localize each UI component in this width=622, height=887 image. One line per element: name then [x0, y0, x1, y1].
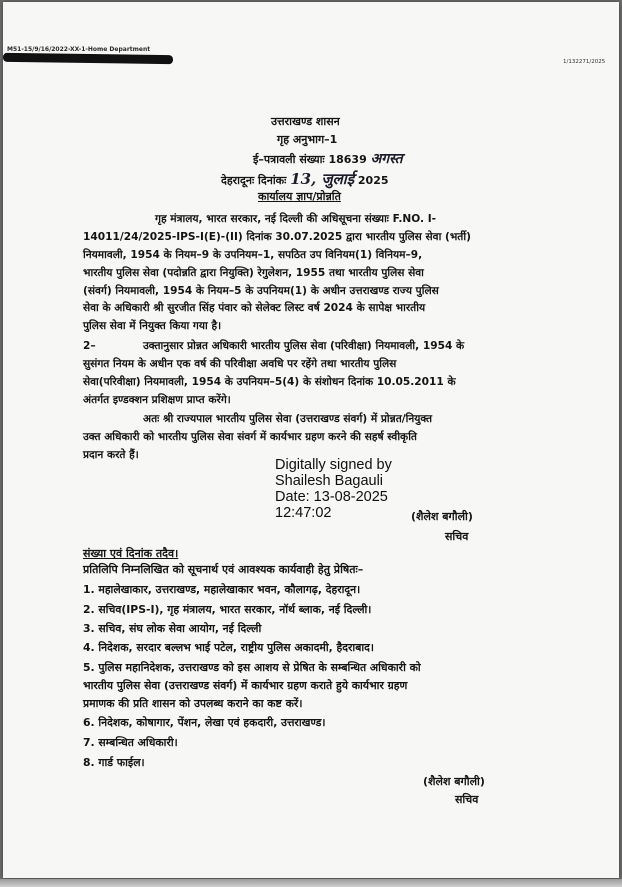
department-section: गृह अनुभाग–1: [277, 133, 338, 146]
paragraph-line: प्रदान करते हैं।: [83, 449, 139, 461]
list-item: 6. निदेशक, कोषागार, पेंशन, लेखा एवं हकदारी, उत्तराखण्ड।: [83, 716, 326, 729]
paragraph-line: 14011/24/2025-IPS-I(E)-(II) दिनांक 30.07.2025 द्वारा भारतीय पुलिस सेवा (भर्ती): [83, 231, 471, 243]
signatory-designation: सचिव: [445, 530, 469, 543]
paragraph-line: उक्त अधिकारी को भारतीय पुलिस सेवा संवर्ग में कार्यभार ग्रहण करने की सहर्ष स्वीकृति: [83, 431, 417, 443]
list-item: भारतीय पुलिस सेवा (उत्तराखण्ड संवर्ग) में कार्यभार ग्रहण कराते हुये कार्यभार ग्रहण: [83, 679, 408, 692]
list-item: 7. सम्बन्धित अधिकारी।: [83, 736, 178, 749]
digital-signature: [275, 457, 392, 521]
signatory-name: (शैलेश बगौली): [411, 510, 473, 523]
government-name: उत्तराखण्ड शासन: [271, 115, 340, 128]
paragraph-line: पुलिस सेवा में नियुक्त किया गया है।: [83, 320, 222, 332]
paragraph-line: गृह मंत्रालय, भारत सरकार, नई दिल्ली की अधिसूचना संख्याः F.NO. I-: [155, 213, 437, 225]
list-item: 1. महालेखाकार, उत्तराखण्ड, महालेखाकार भवन, कौलागढ़, देहरादून।: [83, 583, 361, 596]
file-number-label: ई–पत्रावली संख्याः 18639: [253, 153, 367, 166]
background-strip: [0, 879, 622, 887]
signature-line: Digitally signed by: [275, 457, 392, 473]
copy-heading: संख्या एवं दिनांक तदैव।: [83, 547, 179, 560]
signature-line: Shailesh Bagauli: [275, 473, 384, 489]
list-item: 3. सचिव, संघ लोक सेवा आयोग, नई दिल्ली: [83, 622, 262, 635]
paragraph-line: भारतीय पुलिस सेवा (पदोन्नति द्वारा नियुक्ति) रेगुलेशन, 1955 तथा भारतीय पुलिस सेवा: [83, 267, 424, 279]
document-page: [3, 2, 619, 878]
redaction-mark: [3, 53, 173, 64]
list-item: 5. पुलिस महानिदेशक, उत्तराखण्ड को इस आशय से प्रेषित के सम्बन्धित अधिकारी को: [83, 661, 421, 674]
date-line: [221, 172, 389, 188]
paragraph-line: सुसंगत नियम के अधीन एक वर्ष की परिवीक्षा अवधि पर रहेंगे तथा भारतीय पुलिस: [83, 358, 397, 370]
paragraph-line: सेवा के अधिकारी श्री सुरजीत सिंह पंवार को सेलेक्ट लिस्ट वर्ष 2024 के सापेक्ष भारतीय: [83, 302, 426, 314]
handwritten-date: 13, जुलाई: [290, 170, 355, 188]
list-item: 8. गार्ड फाईल।: [83, 756, 145, 769]
copy-signatory-designation: सचिव: [455, 793, 479, 806]
paragraph-line: अतः श्री राज्यपाल भारतीय पुलिस सेवा (उत्तराखण्ड संवर्ग) में प्रोन्नत/नियुक्त: [143, 413, 433, 425]
paragraph-line: उक्तानुसार प्रोन्नत अधिकारी भारतीय पुलिस सेवा (परिवीक्षा) नियमावली, 1954 के: [143, 340, 465, 352]
paragraph-line: नियमावली, 1954 के नियम–9 के उपनियम–1, सपठित उप विनियम(1) विनियम–9,: [83, 249, 423, 261]
paragraph-line: सेवा(परिवीक्षा) नियमावली, 1954 के उपनियम–5(4) के संशोधन दिनांक 10.05.2011 के: [83, 376, 456, 388]
list-item: 4. निदेशक, सरदार बल्लभ भाई पटेल, राष्ट्रीय पुलिस अकादमी, हैदराबाद।: [83, 641, 375, 654]
handwritten-month: अगस्त: [370, 151, 403, 167]
file-reference-left: M51-15/9/16/2022-XX-1-Home Department: [7, 46, 151, 53]
paragraph-number: 2–: [83, 340, 96, 352]
signature-line: Date: 13-08-2025: [275, 489, 388, 505]
notice-title: कार्यालय ज्ञाप/प्रोन्नति: [258, 190, 341, 203]
signature-line: 12:47:02: [275, 505, 332, 521]
date-year: 2025: [357, 174, 389, 187]
date-label: देहरादूनः दिनांकः: [221, 174, 287, 187]
copy-intro: प्रतिलिपि निम्नलिखित को सूचनार्थ एवं आवश्यक कार्यवाही हेतु प्रेषितः–: [83, 563, 364, 576]
copy-signatory-name: (शैलेश बगौली): [423, 775, 485, 788]
list-item: 2. सचिव(IPS-I), गृह मंत्रालय, भारत सरकार, नॉर्थ ब्लाक, नई दिल्ली।: [83, 603, 372, 616]
paragraph-line: (संवर्ग) नियमावली, 1954 के नियम–5 के उपनियम(1) के अधीन उत्तराखण्ड राज्य पुलिस: [83, 285, 439, 297]
paragraph-line: अंतर्गत इण्डक्शन प्रशिक्षण प्राप्त करेंगे।: [83, 394, 231, 406]
file-reference-right: 1/132271/2025: [563, 59, 606, 65]
list-item: प्रमाणक की प्रति शासन को उपलब्ध कराने का कष्ट करें।: [83, 697, 303, 710]
file-number: [253, 152, 403, 167]
